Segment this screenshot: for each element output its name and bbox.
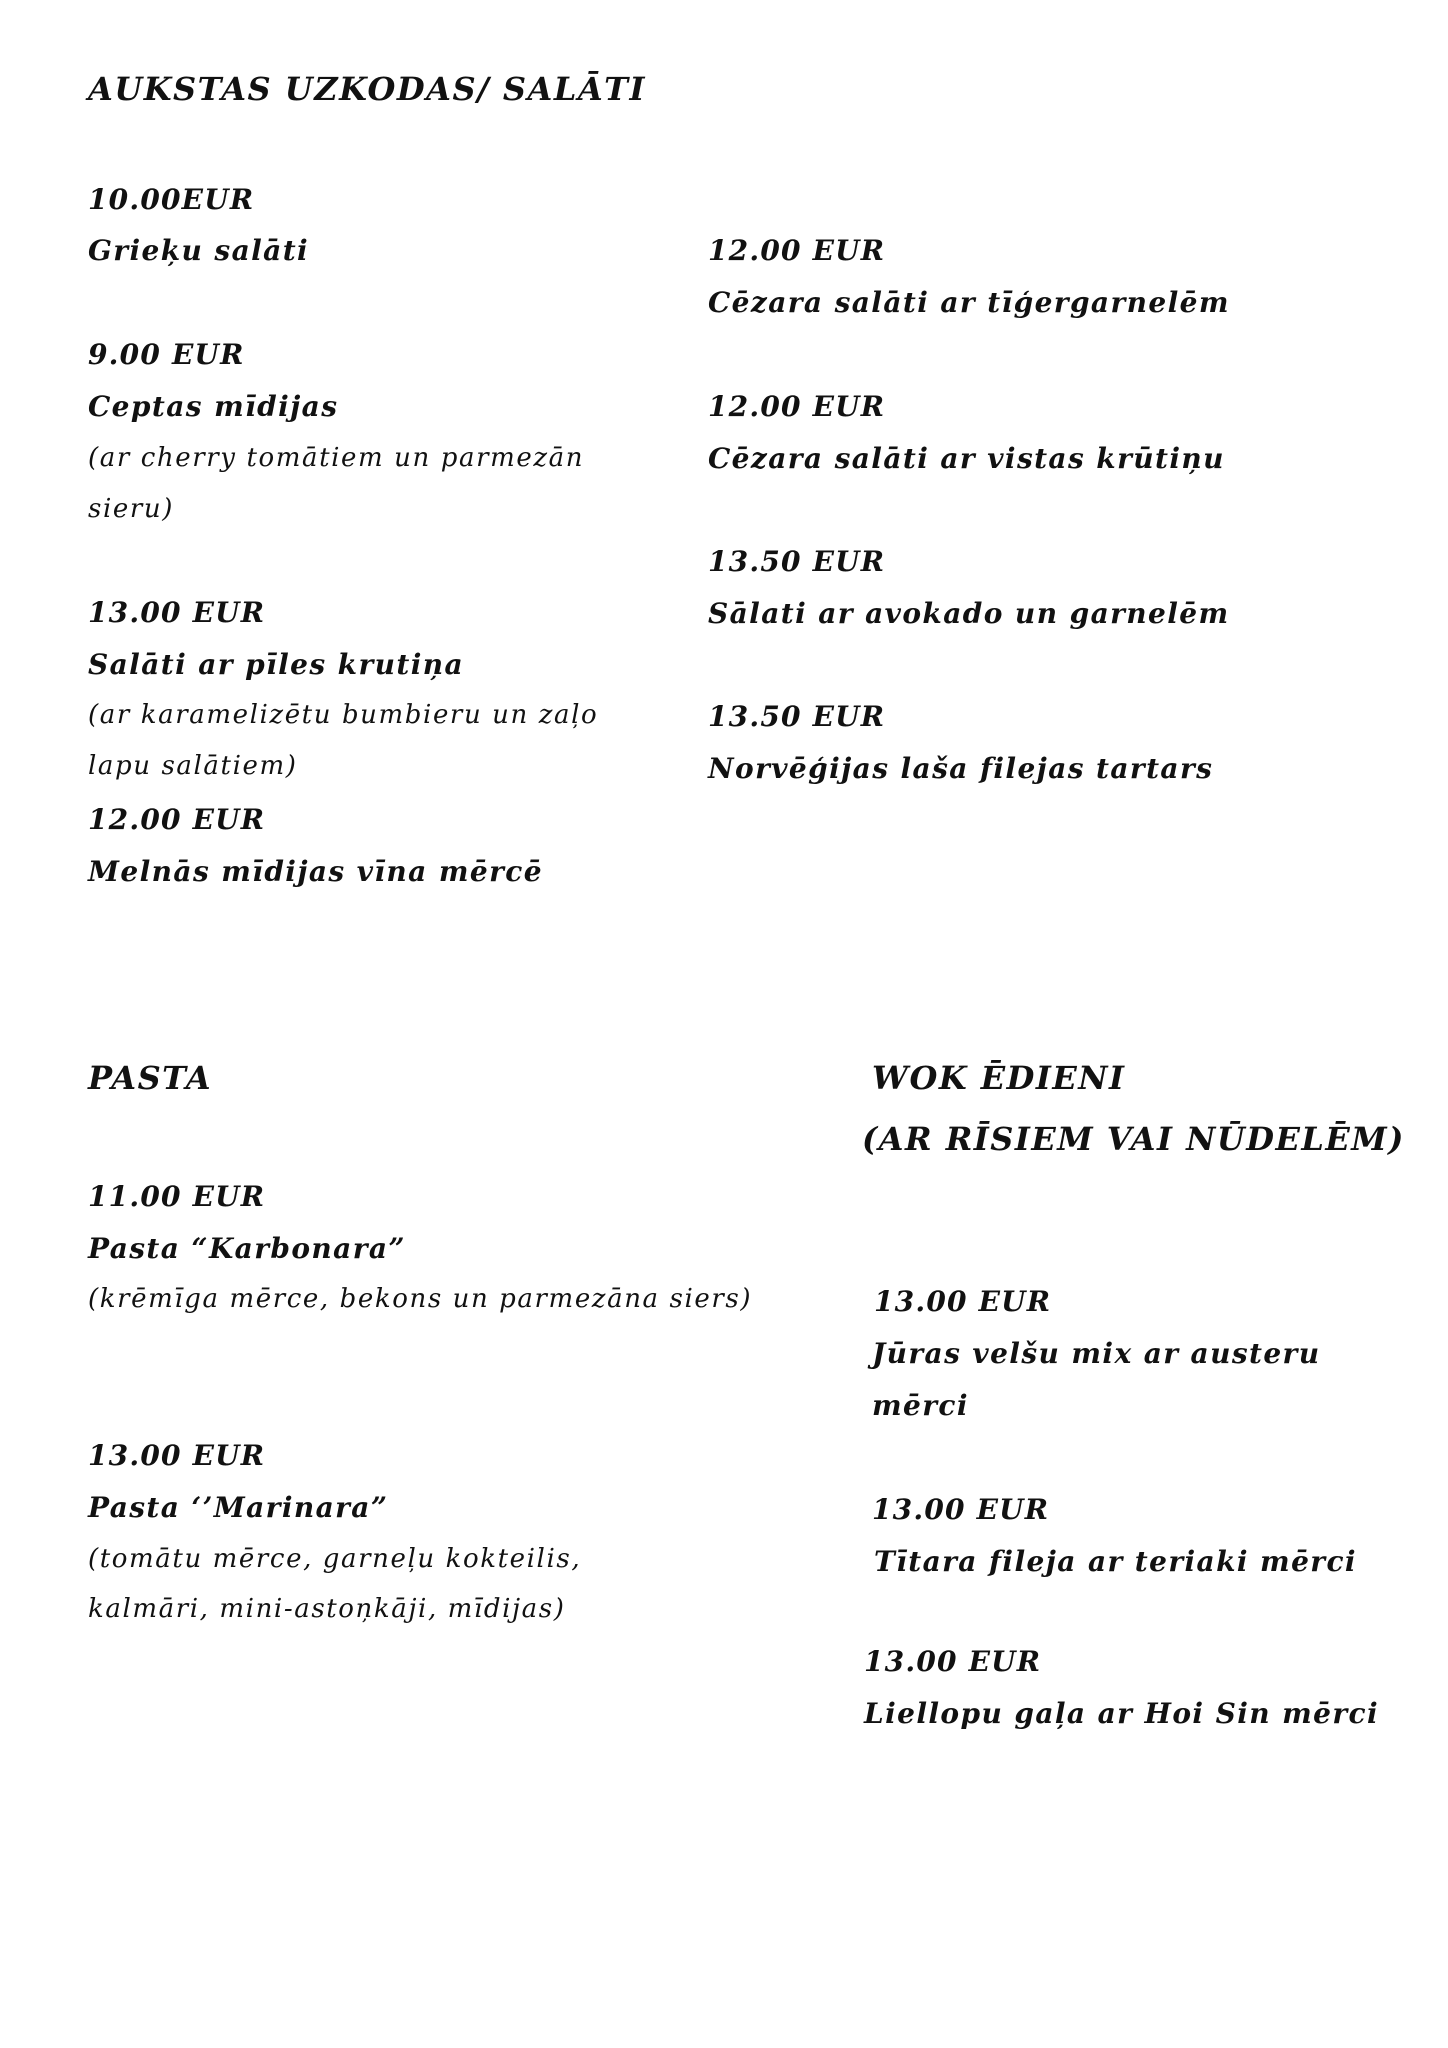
menu-item-price: 10.00EUR — [88, 183, 255, 216]
menu-item-name: Pasta ‘’Marinara” — [88, 1491, 389, 1524]
menu-item-description: sieru) — [88, 494, 174, 524]
menu-item-name: Sālati ar avokado un garnelēm — [708, 597, 1230, 630]
menu-item-description: (tomātu mērce, garneļu kokteilis, — [88, 1544, 582, 1574]
menu-item-price: 13.00 EUR — [864, 1645, 1042, 1678]
menu-item-name: Jūras velšu mix ar austeru — [872, 1337, 1321, 1370]
menu-item-name: Norvēģijas laša filejas tartars — [708, 752, 1214, 785]
menu-item-price: 13.50 EUR — [708, 545, 886, 578]
menu-item-description: lapu salātiem) — [88, 751, 298, 781]
menu-item-name: Melnās mīdijas vīna mērcē — [88, 855, 543, 888]
menu-item-name: Salāti ar pīles krutiņa — [88, 648, 465, 681]
menu-item-price: 13.00 EUR — [88, 1439, 266, 1472]
menu-item-description: (ar karamelizētu bumbieru un zaļo — [88, 700, 599, 730]
menu-item-name: Cēzara salāti ar vistas krūtiņu — [708, 442, 1225, 475]
menu-item-name: Ceptas mīdijas — [88, 390, 339, 423]
section-heading-wok: WOK ĒDIENI — [872, 1059, 1126, 1097]
menu-item-price: 12.00 EUR — [88, 803, 266, 836]
menu-item-name: Tītara fileja ar teriaki mērci — [874, 1545, 1357, 1578]
menu-item-description: kalmāri, mini-astoņkāji, mīdijas) — [88, 1594, 566, 1624]
section-heading-pasta: PASTA — [88, 1059, 213, 1097]
menu-item-price: 13.00 EUR — [88, 596, 266, 629]
menu-item-name: mērci — [872, 1389, 969, 1422]
menu-item-price: 13.00 EUR — [872, 1493, 1050, 1526]
menu-item-name: Cēzara salāti ar tīģergarnelēm — [708, 286, 1230, 319]
menu-item-price: 12.00 EUR — [708, 390, 886, 423]
menu-item-name: Grieķu salāti — [88, 234, 310, 267]
menu-item-price: 13.50 EUR — [708, 700, 886, 733]
menu-item-price: 11.00 EUR — [88, 1180, 266, 1213]
menu-item-description: (ar cherry tomātiem un parmezān — [88, 443, 585, 473]
menu-item-price: 12.00 EUR — [708, 234, 886, 267]
menu-item-name: Pasta “Karbonara” — [88, 1232, 406, 1265]
menu-item-price: 9.00 EUR — [88, 338, 245, 371]
section-subheading-wok: (AR RĪSIEM VAI NŪDELĒM) — [862, 1120, 1405, 1158]
menu-item-name: Liellopu gaļa ar Hoi Sin mērci — [864, 1697, 1380, 1730]
menu-item-price: 13.00 EUR — [874, 1285, 1052, 1318]
menu-item-description: (krēmīga mērce, bekons un parmezāna siers) — [88, 1284, 753, 1314]
section-heading-cold: AUKSTAS UZKODAS/ SALĀTI — [88, 70, 646, 108]
